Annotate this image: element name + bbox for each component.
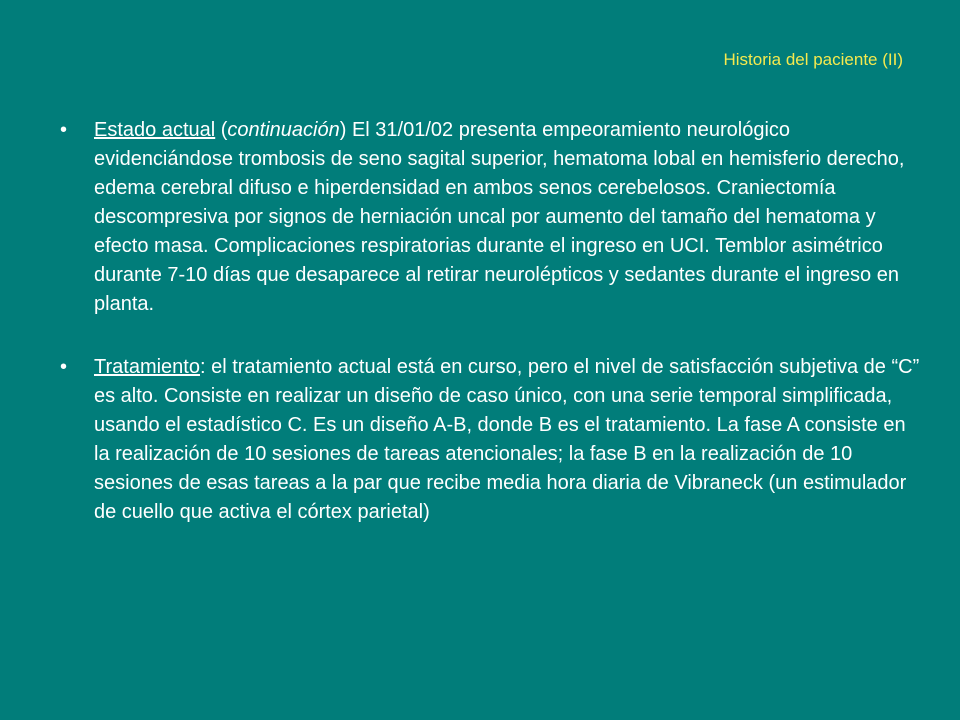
bullet-marker: • bbox=[60, 356, 68, 378]
bullet-heading-tratamiento: Tratamiento bbox=[94, 356, 200, 378]
bullet-note-continuacion: continuación bbox=[227, 119, 340, 141]
paren-open: ( bbox=[215, 119, 228, 141]
bullet-text-estado-actual: El 31/01/02 presenta empeoramiento neurológico evidenciándose trombosis de seno sagital superior, hematoma lobal en hemisferio derecho, edema cerebral difuso e hiperdensidad en ambos senos cerebelosos. Craniectomía descompresiva por signos de herniación uncal por aumento del tamaño del hematoma y efecto masa. Complicaciones respiratorias durante el ingreso en UCI. Temblor asimétrico durante 7-10 días que desaparece al retirar neurolépticos y sedantes durante el ingreso en planta. bbox=[94, 119, 905, 315]
bullet-text-tratamiento: : el tratamiento actual está en curso, pero el nivel de satisfacción subjetiva de “C” es alto. Consiste en realizar un diseño de caso único, con una serie temporal simplificada, usando el estadístico C. Es un diseño A-B, donde B es el tratamiento. La fase A consiste en la realización de 10 sesiones de tareas atencionales; la fase B en la realización de 10 sesiones de esas tareas a la par que recibe media hora diaria de Vibraneck (un estimulador de cuello que activa el córtex parietal) bbox=[94, 356, 920, 523]
paren-close: ) bbox=[339, 119, 352, 141]
bullet-heading-estado-actual: Estado actual bbox=[94, 119, 216, 141]
bullet-estado-actual bbox=[60, 116, 920, 319]
slide-content bbox=[60, 116, 920, 527]
bullet-marker: • bbox=[60, 119, 68, 141]
bullet-tratamiento bbox=[60, 353, 920, 527]
slide-title: Historia del paciente (II) bbox=[723, 50, 903, 69]
